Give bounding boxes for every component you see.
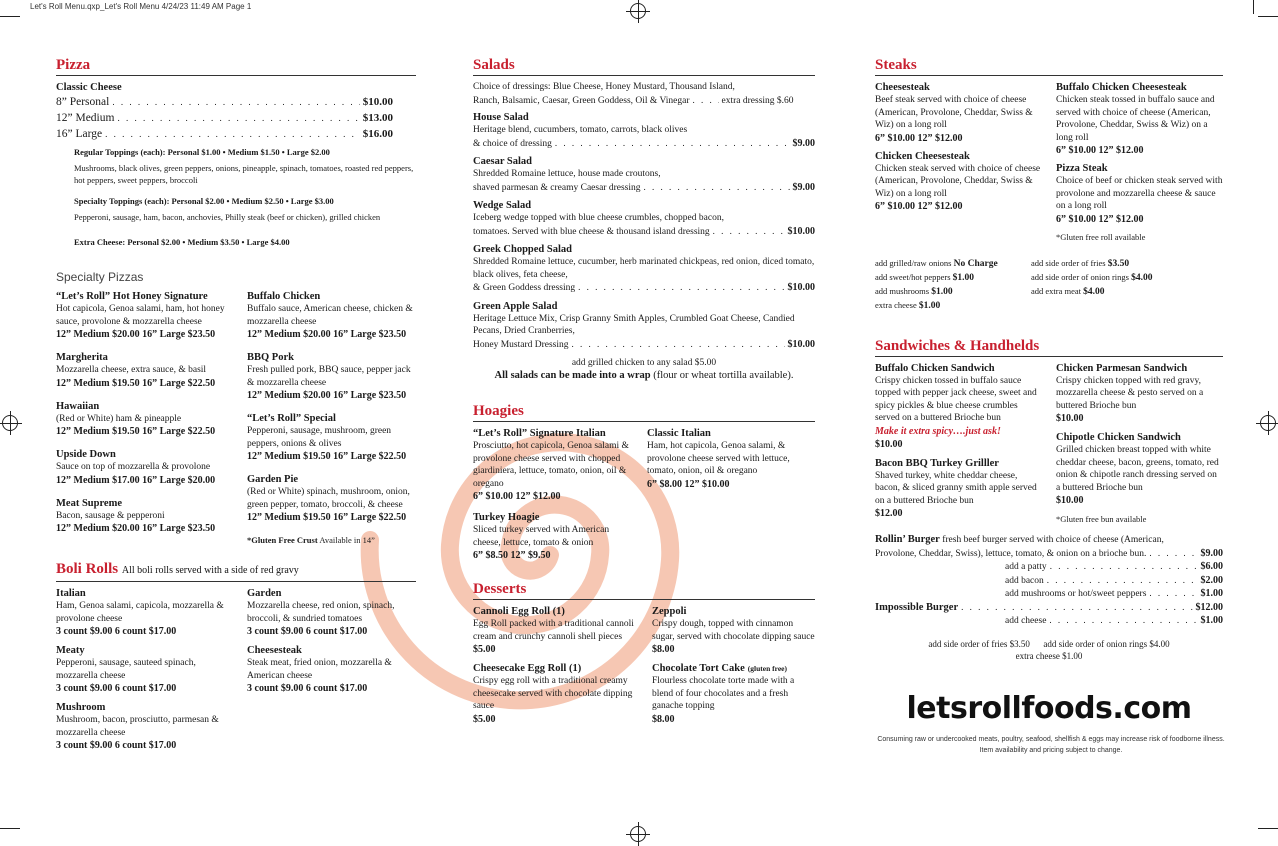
extra-label: add extra meat xyxy=(1031,285,1082,296)
item-description: Chicken steak tossed in buffalo sauce and served with choice of cheese (American, Provolone, Cheddar, Swiss & Wiz) on a long roll xyxy=(1056,95,1215,143)
menu-item xyxy=(56,290,225,341)
item-description: Crispy egg roll with a traditional creamy cheesecake served with chocolate dipping sauce xyxy=(473,676,633,711)
hoagies-right xyxy=(647,427,815,570)
item-description: (Red or White) spinach, mushroom, onion, green pepper, tomato, broccoli, & cheese xyxy=(247,487,410,510)
burger-add-row-label: add bacon xyxy=(1005,575,1044,586)
item-name: Buffalo Chicken xyxy=(247,291,321,302)
item-name: Cheesesteak xyxy=(247,645,302,656)
pizza-size-row-price: $16.00 xyxy=(362,128,393,140)
item-name: “Let’s Roll” Special xyxy=(247,413,336,424)
sandwiches-left xyxy=(875,362,1042,527)
printer-slug: Let's Roll Menu.qxp_Let's Roll Menu 4/24/23 11:49 AM Page 1 xyxy=(30,2,252,11)
menu-item xyxy=(247,587,416,638)
steaks-left xyxy=(875,81,1042,243)
item-name: Upside Down xyxy=(56,449,116,460)
burger-add-row xyxy=(1005,587,1223,601)
dot-leader xyxy=(117,110,359,126)
extra-label: extra cheese xyxy=(875,299,917,310)
desserts-left xyxy=(473,605,638,732)
pizza-size-row xyxy=(56,110,393,126)
item-name: Zeppoli xyxy=(652,606,687,617)
menu-item xyxy=(56,701,225,752)
registration-mark-icon xyxy=(630,826,646,842)
salad-description: Heritage blend, cucumbers, tomato, carrots, black olives xyxy=(473,125,688,135)
crop-mark xyxy=(0,16,20,17)
item-name: Buffalo Chicken Cheesesteak xyxy=(1056,82,1187,93)
steaks-section-title: Steaks xyxy=(875,56,1223,76)
salad-price-row-price: $9.00 xyxy=(792,181,815,193)
dressing-choices: Choice of dressings: Blue Cheese, Honey Mustard, Thousand Island, xyxy=(473,82,735,92)
item-price: 3 count $9.00 6 count $17.00 xyxy=(56,740,177,751)
burger-add-row-label: add mushrooms or hot/sweet peppers xyxy=(1005,589,1147,599)
boli-left xyxy=(56,587,225,758)
extra-label: add side order of onion rings xyxy=(1031,271,1129,282)
extra-label: add mushrooms xyxy=(875,285,930,296)
item-name: Garden xyxy=(247,588,282,599)
item-price: 3 count $9.00 6 count $17.00 xyxy=(56,683,177,694)
impossible-add-row xyxy=(1005,614,1223,628)
dot-leader xyxy=(555,137,790,150)
salad-description: Heritage Lettuce Mix, Crisp Granny Smith Apples, Crumbled Goat Cheese, Candied Pecans, Dried Cranberries, xyxy=(473,313,795,336)
hoagies-section-title: Hoagies xyxy=(473,402,815,422)
registration-mark-icon xyxy=(630,3,646,19)
extra-option xyxy=(875,299,1031,313)
item-price: $10.00 xyxy=(1056,413,1084,424)
salad-price-row xyxy=(473,281,815,295)
salad-price-row-label: & choice of dressing xyxy=(473,138,552,149)
crop-mark xyxy=(0,828,20,829)
item-description: Shaved turkey, white cheddar cheese, bacon, & sliced granny smith apple served on a buttered Brioche bun xyxy=(875,470,1037,506)
salads-section-title: Salads xyxy=(473,56,815,76)
registration-mark-icon xyxy=(1260,415,1276,431)
menu-item xyxy=(473,427,633,503)
impossible-add-row-price: $1.00 xyxy=(1200,615,1223,626)
menu-item xyxy=(1056,362,1223,426)
item-name: Chocolate Tort Cake (gluten free) xyxy=(652,663,787,674)
item-description: Sauce on top of mozzarella & provolone xyxy=(56,462,211,472)
item-price: 12” Medium $19.50 16” Large $22.50 xyxy=(56,426,216,437)
registration-mark-icon xyxy=(2,415,18,431)
item-description: Choice of beef or chicken steak served with provolone and mozzarella cheese & sauce on a long roll xyxy=(1056,176,1223,211)
item-price: $10.00 xyxy=(875,438,903,450)
item-price: 12” Medium $20.00 16” Large $23.50 xyxy=(56,329,216,340)
item-description: Mozzarella cheese, extra sauce, & basil xyxy=(56,365,207,375)
gluten-free-roll-note: *Gluten free roll available xyxy=(1056,231,1146,242)
salad-item xyxy=(473,243,815,295)
item-name: Turkey Hoagie xyxy=(473,512,540,523)
steaks-right xyxy=(1056,81,1223,226)
item-description: (Red or White) ham & pineapple xyxy=(56,413,182,424)
classic-cheese-name: Classic Cheese xyxy=(56,82,122,93)
item-name: Meaty xyxy=(56,645,85,656)
boli-right xyxy=(247,587,416,758)
item-price: 6” $10.00 12” $12.00 xyxy=(1056,145,1144,156)
item-name: Garden Pie xyxy=(247,474,299,485)
item-name: Cheesecake Egg Roll (1) xyxy=(473,663,582,674)
dot-leader xyxy=(1047,574,1198,587)
salad-price-row-label: shaved parmesan & creamy Caesar dressing xyxy=(473,182,641,193)
desserts-right xyxy=(652,605,815,732)
salad-name: Green Apple Salad xyxy=(473,300,558,312)
salad-price-row xyxy=(473,137,815,151)
salad-price-row-price: $10.00 xyxy=(787,225,815,237)
salad-price-row-label: Honey Mustard Dressing xyxy=(473,339,569,350)
extra-price: $3.50 xyxy=(1107,258,1130,269)
salad-price-row xyxy=(473,338,815,352)
extra-price: $4.00 xyxy=(1083,286,1105,297)
menu-item xyxy=(647,427,815,491)
item-price: 6” $8.00 12” $10.00 xyxy=(647,478,730,490)
burger-add-row-price: $2.00 xyxy=(1200,574,1223,586)
menu-item xyxy=(875,362,1042,451)
item-price: $10.00 xyxy=(1056,495,1084,506)
item-name: Margherita xyxy=(56,352,108,363)
extra-option xyxy=(875,257,1031,271)
extra-label: add side order of fries xyxy=(1031,257,1106,268)
item-tag: (gluten free) xyxy=(747,664,787,673)
sandwiches-right xyxy=(1056,362,1223,508)
menu-item xyxy=(247,351,416,402)
item-description: Grilled chicken breast topped with white cheddar cheese, bacon, greens, tomato, red onion & chipotle ranch dressing served on a buttered Brioche bun xyxy=(1056,445,1219,493)
column-left xyxy=(56,56,416,758)
menu-item xyxy=(56,644,225,695)
menu-item xyxy=(56,400,225,439)
regular-toppings-heading: Regular Toppings (each): Personal $1.00 • Medium $1.50 • Large $2.00 xyxy=(74,147,330,157)
extra-label: add grilled/raw onions xyxy=(875,257,952,268)
regular-toppings-list: Mushrooms, black olives, green peppers, onions, pineapple, spinach, tomatoes, roasted red peppers, hot peppers, sweet peppers, broccoli xyxy=(74,163,414,185)
salad-name: Wedge Salad xyxy=(473,200,532,211)
item-name: Italian xyxy=(56,588,86,599)
menu-item xyxy=(247,412,416,463)
item-description: Chicken steak served with choice of cheese (American, Provolone, Cheddar, Swiss & Wiz) on a long roll xyxy=(875,163,1041,199)
item-name: “Let’s Roll” Hot Honey Signature xyxy=(56,291,208,302)
menu-item xyxy=(1056,431,1223,507)
impossible-burger-row: Impossible Burger . . . $12.00 xyxy=(875,601,1223,615)
extra-label: add sweet/hot peppers xyxy=(875,271,951,282)
desserts-section-title: Desserts xyxy=(473,580,815,600)
wrap-note: All salads can be made into a wrap (flour or wheat tortilla available). xyxy=(494,369,794,381)
gluten-free-crust-note: *Gluten Free Crust Available in 14” xyxy=(247,535,375,545)
item-description: Prosciutto, hot capicola, Genoa salami & provolone cheese served with chopped giardiniera, lettuce, tomato, onion, oil & oregano xyxy=(473,441,629,489)
menu-item xyxy=(247,644,416,695)
extra-price: $4.00 xyxy=(1131,272,1153,283)
salad-name: Caesar Salad xyxy=(473,156,533,167)
item-price: 12” Medium $17.00 16” Large $20.00 xyxy=(56,474,216,486)
dot-leader xyxy=(1049,614,1197,627)
menu-item xyxy=(247,473,416,524)
extra-option xyxy=(875,271,1031,285)
salad-price-row-price: $10.00 xyxy=(787,338,815,350)
pizza-size-row-price: $10.00 xyxy=(362,96,393,108)
item-name: Classic Italian xyxy=(647,428,711,439)
salad-price-row xyxy=(473,181,815,195)
salad-price-row xyxy=(473,225,815,239)
item-description: Steak meat, fried onion, mozzarella & American cheese xyxy=(247,658,392,681)
item-price: $8.00 xyxy=(652,644,675,655)
salad-description: Shredded Romaine lettuce, cucumber, herb marinated chickpeas, red onion, diced tomato, black olives, feta cheese, xyxy=(473,257,815,280)
burger-add-row-label: add a patty xyxy=(1005,562,1047,572)
item-price: 12” Medium $19.50 16” Large $22.50 xyxy=(56,377,216,389)
item-name: Cannoli Egg Roll (1) xyxy=(473,606,565,617)
item-name: Hawaiian xyxy=(56,400,100,412)
salad-description: Iceberg wedge topped with blue cheese crumbles, chopped bacon, xyxy=(473,213,724,223)
item-price: 12” Medium $20.00 16” Large $23.50 xyxy=(56,523,216,534)
menu-item xyxy=(56,448,225,487)
specialty-pizzas-right xyxy=(247,290,416,524)
item-description: Flourless chocolate torte made with a blend of four chocolates and a fresh ganache topping xyxy=(652,676,795,711)
item-description: Pepperoni, sausage, sauteed spinach, mozzarella cheese xyxy=(56,658,196,681)
salad-description: Shredded Romaine lettuce, house made croutons, xyxy=(473,169,661,179)
item-description: Egg Roll packed with a traditional cannoli cream and crunchy cannoli shell pieces xyxy=(473,619,634,642)
burger-add-row-price: $6.00 xyxy=(1200,561,1223,572)
menu-item xyxy=(652,662,815,726)
menu-item xyxy=(473,605,638,656)
item-price: 6” $10.00 12” $12.00 xyxy=(875,201,963,212)
rollin-burger-desc: fresh beef burger served with choice of cheese (American, xyxy=(939,535,1164,545)
side-orders: add side order of fries $3.50 add side order of onion rings $4.00 xyxy=(928,638,1170,649)
item-name: Pizza Steak xyxy=(1056,163,1108,174)
menu-item xyxy=(247,290,416,341)
rollin-burger-price-row: Provolone, Cheddar, Swiss), lettuce, tomato, & onion on a brioche bun. . . . $9.00 xyxy=(875,547,1223,561)
extra-price: $1.00 xyxy=(931,286,953,297)
pizza-size-row-label: 16” Large xyxy=(56,128,103,140)
item-name: Mushroom xyxy=(56,702,106,713)
item-description: Pepperoni, sausage, mushroom, green peppers, onions & olives xyxy=(247,426,392,449)
menu-item xyxy=(56,351,225,390)
item-description: Hot capicola, Genoa salami, ham, hot honey sauce, provolone & mozzarella cheese xyxy=(56,304,225,327)
item-price: 6” $10.00 12” $12.00 xyxy=(1056,213,1144,225)
item-name: Chicken Cheesesteak xyxy=(875,150,970,162)
specialty-pizzas-title: Specialty Pizzas xyxy=(56,270,144,284)
salad-item xyxy=(473,199,815,238)
item-price: 6” $10.00 12” $12.00 xyxy=(875,132,963,144)
boli-rolls-section-title: Boli Rolls All boli rolls served with a side of red gravy xyxy=(56,560,416,582)
pizza-size-row xyxy=(56,94,393,110)
extra-cheese-prices: Extra Cheese: Personal $2.00 • Medium $3.50 • Large $4.00 xyxy=(74,237,290,247)
steak-extras xyxy=(875,257,1223,313)
menu-item xyxy=(875,457,1042,521)
item-name: Cheesesteak xyxy=(875,82,930,93)
item-name: Bacon BBQ Turkey Grilller xyxy=(875,457,999,469)
extra-cheese-sandwich: extra cheese $1.00 xyxy=(1015,651,1083,661)
column-middle xyxy=(473,56,815,732)
menu-item xyxy=(473,511,633,562)
impossible-add-row-label: add cheese xyxy=(1005,616,1047,626)
burger-block xyxy=(875,534,1223,663)
extra-option xyxy=(1031,271,1223,285)
item-description: Sliced turkey served with American cheese, lettuce, tomato & onion xyxy=(473,525,610,548)
menu-item xyxy=(473,662,638,726)
menu-item xyxy=(56,497,225,536)
item-description: Crispy chicken tossed in buffalo sauce topped with pepper jack cheese, sweet and spicy pickles & blue cheese crumbles served on a buttered Brioche bun xyxy=(875,375,1037,423)
item-price: 12” Medium $20.00 16” Large $23.50 xyxy=(247,329,407,340)
dot-leader xyxy=(112,94,359,110)
specialty-toppings-list: Pepperoni, sausage, ham, bacon, anchovies, Philly steak (beef or chicken), grilled chicken xyxy=(74,212,381,222)
menu-item xyxy=(875,81,1042,145)
extra-option xyxy=(1031,257,1223,271)
specialty-toppings-heading: Specialty Toppings (each): Personal $2.00 • Medium $2.50 • Large $3.00 xyxy=(74,196,334,206)
burger-add-row-price: $1.00 xyxy=(1200,588,1223,599)
extra-price: No Charge xyxy=(953,258,998,269)
item-description: Buffalo sauce, American cheese, chicken & mozzarella cheese xyxy=(247,304,413,327)
dot-leader xyxy=(644,181,790,194)
dressing-choices-line2: Ranch, Balsamic, Caesar, Green Goddess, Oil & Vinegar . . . extra dressing $.60 xyxy=(473,94,815,108)
gluten-free-bun-note: *Gluten free bun available xyxy=(1056,514,1147,524)
salad-price-row-label: & Green Goddess dressing xyxy=(473,283,576,293)
item-price: 3 count $9.00 6 count $17.00 xyxy=(247,683,368,694)
item-description: Mushroom, bacon, prosciutto, parmesan & mozzarella cheese xyxy=(56,715,219,738)
item-description: Fresh pulled pork, BBQ sauce, pepper jack & mozzarella cheese xyxy=(247,365,411,388)
dot-leader xyxy=(1149,587,1197,600)
website-url[interactable]: letsrollfoods.com xyxy=(906,690,1192,726)
dot-leader xyxy=(713,225,785,238)
dot-leader xyxy=(578,281,784,294)
item-price: 6” $10.00 12” $12.00 xyxy=(473,491,561,502)
salad-name: House Salad xyxy=(473,112,529,123)
menu-item xyxy=(652,605,815,656)
item-price: 12” Medium $20.00 16” Large $23.50 xyxy=(247,390,407,401)
salad-price-row-price: $9.00 xyxy=(792,137,815,149)
menu-item xyxy=(875,150,1042,214)
extra-price: $1.00 xyxy=(952,272,975,283)
item-price: $12.00 xyxy=(875,508,903,519)
salad-price-row-price: $10.00 xyxy=(787,282,815,293)
salad-list xyxy=(473,111,815,351)
item-description: Beef steak served with choice of cheese (American, Provolone, Cheddar, Swiss & Wiz) on a long roll xyxy=(875,95,1033,130)
item-name: Buffalo Chicken Sandwich xyxy=(875,362,995,374)
pizza-section-title: Pizza xyxy=(56,56,416,76)
dot-leader xyxy=(105,126,360,142)
salad-price-row-label: tomatoes. Served with blue cheese & thousand island dressing xyxy=(473,226,710,237)
item-price: $5.00 xyxy=(473,713,496,725)
salad-name: Greek Chopped Salad xyxy=(473,244,572,255)
item-name: “Let’s Roll” Signature Italian xyxy=(473,428,606,439)
specialty-pizzas-left xyxy=(56,290,225,546)
dot-leader xyxy=(1050,560,1198,573)
item-name: Chipotle Chicken Sandwich xyxy=(1056,432,1181,443)
item-price: 3 count $9.00 6 count $17.00 xyxy=(56,626,177,637)
pizza-size-row-label: 12” Medium xyxy=(56,112,115,124)
extra-price: $1.00 xyxy=(918,300,941,311)
item-name: Chicken Parmesan Sandwich xyxy=(1056,362,1188,374)
item-description: Crispy chicken topped with red gravy, mozzarella cheese & pesto served on a buttered Brioche bun xyxy=(1056,375,1204,411)
menu-item xyxy=(1056,162,1223,226)
item-price: 12” Medium $19.50 16” Large $22.50 xyxy=(247,512,407,523)
menu-item xyxy=(1056,81,1223,157)
burger-add-row xyxy=(1005,560,1223,574)
pizza-size-row-label: 8” Personal xyxy=(56,96,110,108)
extra-option xyxy=(1031,285,1223,299)
salad-item xyxy=(473,155,815,194)
pizza-size-list xyxy=(56,94,393,142)
hoagies-left xyxy=(473,427,633,570)
crop-mark xyxy=(1258,16,1278,17)
add-chicken-note: add grilled chicken to any salad $5.00 xyxy=(571,358,717,368)
item-price: 6” $8.50 12” $9.50 xyxy=(473,550,551,561)
item-price: 12” Medium $19.50 16” Large $22.50 xyxy=(247,451,407,462)
pizza-size-row-price: $13.00 xyxy=(362,112,393,124)
item-description: Mozzarella cheese, red onion, spinach, broccoli, & sundried tomatoes xyxy=(247,601,395,624)
column-right xyxy=(875,56,1223,756)
crop-mark xyxy=(1258,828,1278,829)
item-description: Ham, hot capicola, Genoa salami, & provolone cheese served with lettuce, tomato, onion, oil & oregano xyxy=(647,441,790,476)
item-price: 3 count $9.00 6 count $17.00 xyxy=(247,626,368,637)
menu-item xyxy=(56,587,225,638)
item-description: Bacon, sausage & pepperoni xyxy=(56,510,165,521)
salad-item xyxy=(473,111,815,150)
dot-leader xyxy=(572,338,785,351)
pizza-size-row xyxy=(56,126,393,142)
item-price: $8.00 xyxy=(652,713,675,725)
rollin-burger-name: Rollin’ Burger xyxy=(875,534,940,545)
item-description: Crispy dough, topped with cinnamon sugar, served with chocolate dipping sauce xyxy=(652,619,815,642)
salad-item xyxy=(473,300,815,352)
sandwiches-section-title: Sandwiches & Handhelds xyxy=(875,337,1223,357)
item-name: BBQ Pork xyxy=(247,352,294,363)
item-price: $5.00 xyxy=(473,644,496,655)
boli-rolls-subtitle: All boli rolls served with a side of red gravy xyxy=(121,565,299,576)
item-name: Meat Supreme xyxy=(56,497,122,509)
item-note: Make it extra spicy….just ask! xyxy=(875,425,1001,437)
disclaimer: Consuming raw or undercooked meats, poultry, seafood, shellfish & eggs may increase risk of foodborne illness. Item availability and pricing subject to change. xyxy=(877,735,1225,754)
extra-option xyxy=(875,285,1031,299)
crop-mark xyxy=(1253,0,1254,14)
burger-add-row xyxy=(1005,574,1223,588)
item-description: Ham, Genoa salami, capicola, mozzarella & provolone cheese xyxy=(56,601,224,624)
